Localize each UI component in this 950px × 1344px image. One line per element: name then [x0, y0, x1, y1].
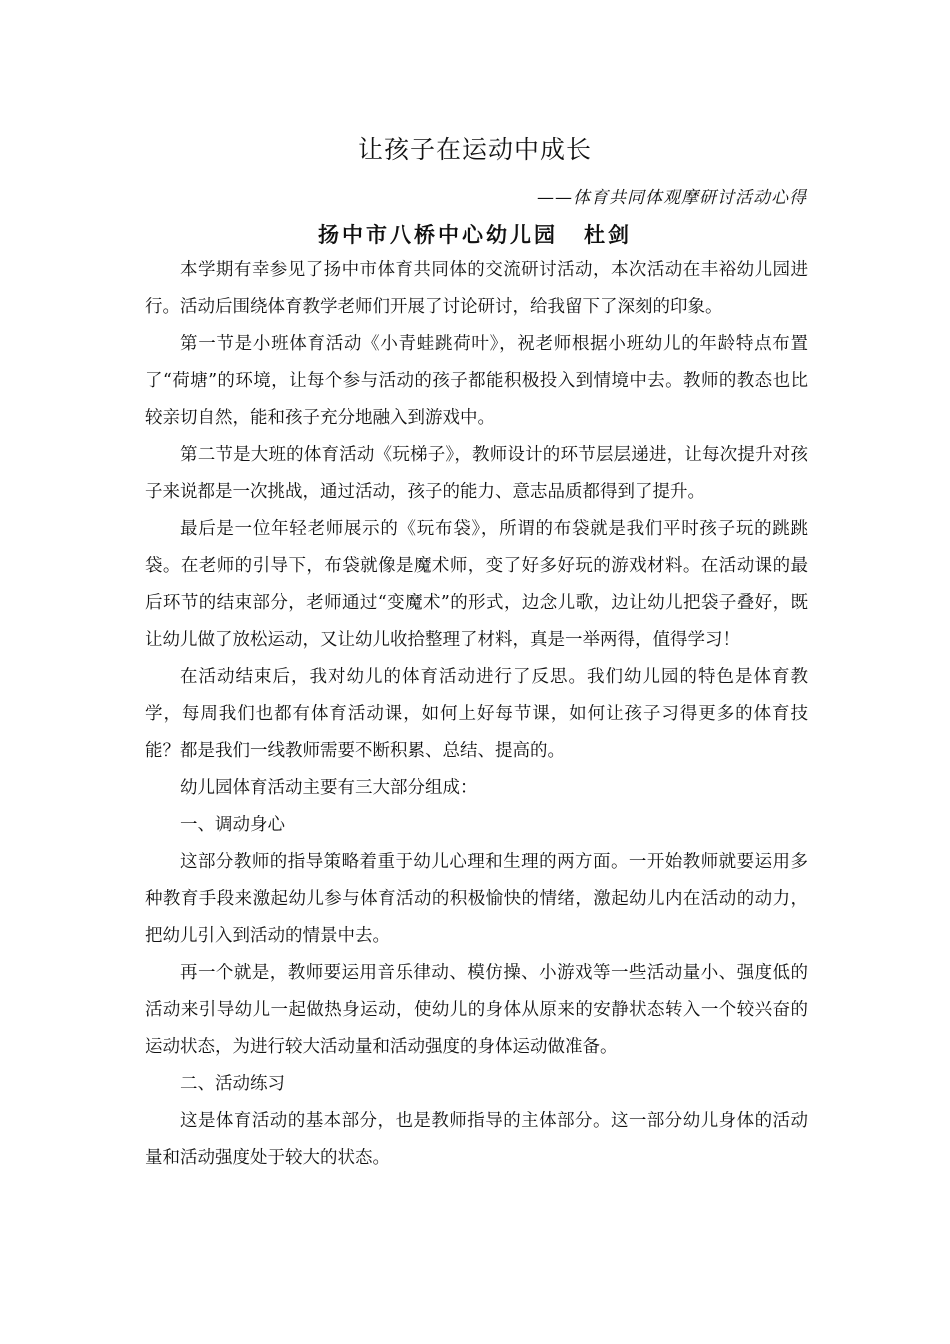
- paragraph: 幼儿园体育活动主要有三大部分组成：: [180, 778, 478, 798]
- paragraph: 本学期有幸参见了扬中市体育共同体的交流研讨活动，本次活动在丰裕幼儿园进行。活动后围绕体育教学老师们开展了讨论研讨，给我留下了深刻的印象。: [145, 260, 808, 317]
- section-heading: 二、活动练习: [180, 1074, 285, 1094]
- section-heading: 一、调动身心: [180, 815, 285, 835]
- paragraph: 再一个就是，教师要运用音乐律动、模仿操、小游戏等一些活动量小、强度低的活动来引导幼儿一起做热身运动，使幼儿的身体从原来的安静状态转入一个较兴奋的运动状态，为进行较大活动量和活动强度的身体运动做准备。: [145, 963, 808, 1057]
- author-name: 杜剑: [584, 222, 632, 247]
- document-title: 让孩子在运动中成长: [357, 135, 592, 164]
- paragraph: 在活动结束后，我对幼儿的体育活动进行了反思。我们幼儿园的特色是体育教学，每周我们也都有体育活动课，如何上好每节课，如何让孩子习得更多的体育技能？都是我们一线教师需要不断积累、总结、提高的。: [145, 667, 808, 761]
- paragraph: 这是体育活动的基本部分，也是教师指导的主体部分。这一部分幼儿身体的活动量和活动强度处于较大的状态。: [145, 1111, 808, 1168]
- document-subtitle: ——体育共同体观摩研讨活动心得: [537, 188, 807, 208]
- paragraph: 第一节是小班体育活动《小青蛙跳荷叶》，祝老师根据小班幼儿的年龄特点布置了“荷塘”的环境，让每个参与活动的孩子都能积极投入到情境中去。教师的教态也比较亲切自然，能和孩子充分地融入到游戏中。: [145, 334, 808, 428]
- paragraph: 第二节是大班的体育活动《玩梯子》，教师设计的环节层层递进，让每次提升对孩子来说都是一次挑战，通过活动，孩子的能力、意志品质都得到了提升。: [145, 445, 808, 502]
- paragraph: 这部分教师的指导策略着重于幼儿心理和生理的两方面。一开始教师就要运用多种教育手段来激起幼儿参与体育活动的积极愉快的情绪，激起幼儿内在活动的动力，把幼儿引入到活动的情景中去。: [145, 852, 808, 946]
- document-body: [145, 252, 808, 1177]
- paragraph: 最后是一位年轻老师展示的《玩布袋》，所谓的布袋就是我们平时孩子玩的跳跳袋。在老师的引导下，布袋就像是魔术师，变了好多好玩的游戏材料。在活动课的最后环节的结束部分，老师通过“变魔术”的形式，边念儿歌，边让幼儿把袋子叠好，既让幼儿做了放松运动，又让幼儿收拾整理了材料，真是一举两得，值得学习！: [145, 519, 808, 650]
- author-school: 扬中市八桥中心幼儿园: [318, 222, 558, 247]
- author-line: [0, 220, 950, 250]
